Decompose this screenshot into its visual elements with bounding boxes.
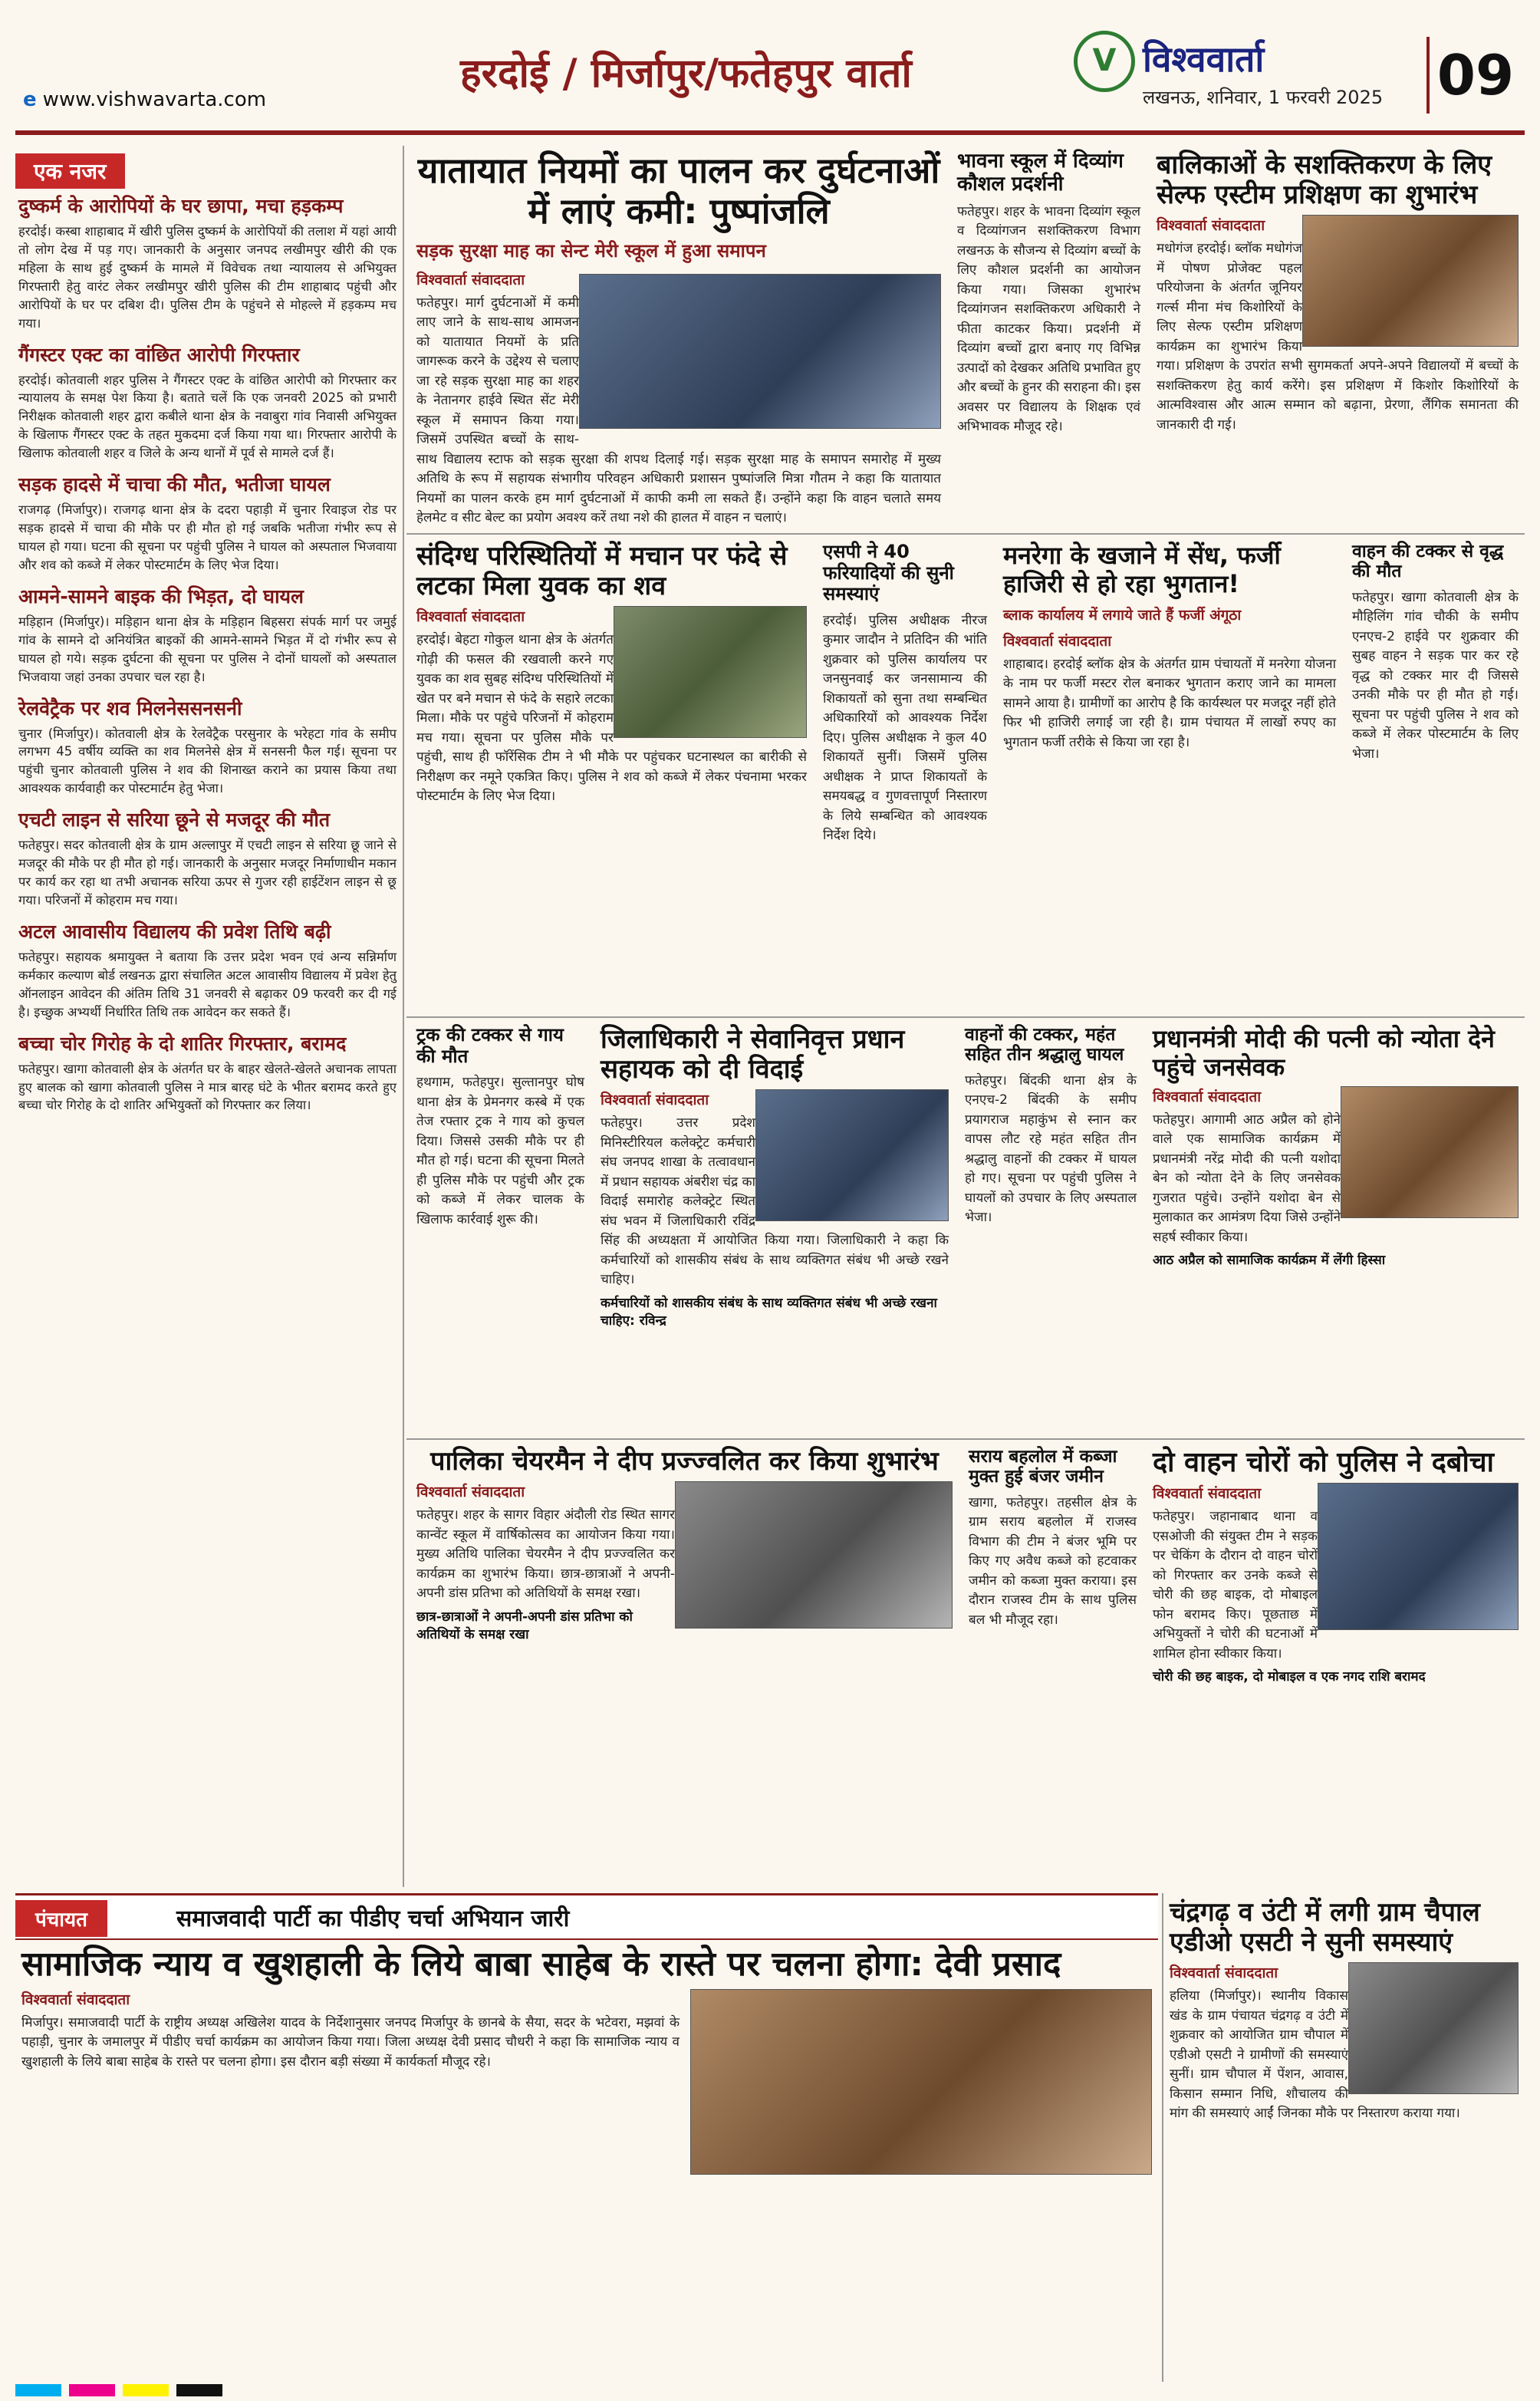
photo-caption: चोरी की छह बाइक, दो मोबाइल व एक नगद राशि बरामद — [1153, 1669, 1426, 1685]
story-byline: विश्ववार्ता संवाददाता — [21, 1991, 130, 2008]
brief-title: आमने-सामने बाइक की भिड़त, दो घायल — [18, 585, 304, 608]
story-byline: विश्ववार्ता संवाददाता — [1157, 217, 1265, 235]
story-headline: भावना स्कूल में दिव्यांग कौशल प्रदर्शनी — [957, 150, 1124, 196]
registration-mark — [123, 2384, 169, 2396]
registration-mark — [69, 2384, 115, 2396]
brief-title: सड़क हादसे में चाचा की मौत, भतीजा घायल — [18, 473, 331, 496]
story-body: फतेहपुर। शहर के सागर विहार अंदौली रोड स्थित सागर कान्वेंट स्कूल में वार्षिकोत्सव का आयोजन किया गया। मुख्य अतिथि पालिका चेयरमैन ने दीप प्रज्ज्वलित कर कार्यक्रम का शुभारंभ किया। छात्र-छात्राओं ने अपनी-अपनी डांस प्रतिभा को अतिथियों के समक्ष रखा। — [416, 1507, 675, 1602]
story-subheadline: ब्लाक कार्यालय में लगाये जाते हैं फर्जी अंगूठा — [1003, 606, 1242, 624]
story-photo — [1348, 1962, 1519, 2094]
briefs-tag: एक नजर — [15, 153, 125, 189]
brief-title: गैंगस्टर एक्ट का वांछित आरोपी गिरफ्तार — [18, 343, 300, 366]
brief-item — [18, 195, 397, 333]
story-body: खागा, फतेहपुर। तहसील क्षेत्र के ग्राम सराय बहलोल में राजस्व विभाग की टीम ने बंजर भूमि पर किए गए अवैध कब्जे को हटवाकर जमीन को कब्जा मुक्त कराया। इस दौरान राजस्व टीम के साथ पुलिस बल भी मौजूद रहा। — [969, 1494, 1137, 1628]
brief-item — [18, 344, 397, 463]
brief-title: बच्चा चोर गिरोह के दो शातिर गिरफ्तार, बरामद — [18, 1032, 347, 1055]
brief-text: राजगढ़ (मिर्जापुर)। राजगढ़ थाना क्षेत्र के ददरा पहाड़ी में चुनार रिवाइज रोड पर सड़क हादसे में चाचा की मौके पर ही मौत हो गई जबकि भतीजा गंभीर रूप से घायल हो गया। घटना की सूचना पर पहुंची पुलिस ने घायल को अस्पताल भिजवाया और शव को कब्जे में लेकर पोस्टमार्टम के लिए भेज दिया। — [18, 502, 397, 572]
story-headline: वाहन की टक्कर से वृद्ध की मौत — [1352, 542, 1504, 582]
story-photo — [675, 1481, 953, 1629]
story-byline: विश्ववार्ता संवाददाता — [416, 608, 525, 626]
story-vahan — [1346, 537, 1525, 1013]
story-headline: मनरेगा के खजाने में सेंध, फर्जी हाजिरी से हो रहा भुगतान! — [1003, 541, 1281, 598]
briefs-column — [15, 146, 404, 1887]
story-body: हरदोई। बेहटा गोकुल थाना क्षेत्र के अंतर्गत गोढ़ी की फसल की रखवाली करने गए युवक का शव सुबह संदिग्ध परिस्थितियों में खेत पर बने मचान से फंदे के सहारे लटका मिला। मौके पर पहुंचे परिजनों में कोहराम मच गया। सूचना पर पुलिस मौके पर पहुंची, साथ ही फॉरेंसिक टीम ने भी मौके पर पहुंचकर घटनास्थल का बारीकी से निरीक्षण कर नमूने एकत्रित किए। पुलिस ने शव को कब्जे में लेकर पंचनामा भरकर पोस्टमार्टम के लिए भेज दिया। — [416, 632, 807, 805]
story-body: फतेहपुर। बिंदकी थाना क्षेत्र के एनएच-2 बिंदकी के समीप प्रयागराज महाकुंभ से स्नान कर वापस लौट रहे महंत सहित तीन श्रद्धालु वाहनों की टक्कर में घायल हो गए। सूचना पर पहुंची पुलिस ने घायलों को उपचार के लिए अस्पताल भेजा। — [965, 1072, 1137, 1226]
brief-text: मड़िहान (मिर्जापुर)। मड़िहान थाना क्षेत्र के मड़िहान बिहसरा संपर्क मार्ग पर जमुई गांव के सामने दो अनियंत्रित बाइकों की आमने-सामने भिड़त में दो गंभीर रूप से घायल हो गये। सड़क दुर्घटना की सूचना पर पुलिस ने दोनों घायलों को अस्पताल भिजवाया जहां उनका उपचार चल रहा है। — [18, 614, 397, 684]
brief-title: रेलवेट्रैक पर शव मिलनेससनसनी — [18, 697, 242, 720]
story-headline: सराय बहलोल में कब्जा मुक्त हुई बंजर जमीन — [969, 1447, 1117, 1487]
story-headline: यातायात नियमों का पालन कर दुर्घटनाओं में लाएं कमी: पुष्पांजलि — [417, 150, 940, 232]
story-machan — [410, 537, 813, 1013]
story-photo — [579, 274, 941, 429]
story-palika — [410, 1442, 959, 1887]
story-headline: संदिग्ध परिस्थितियों में मचान पर फंदे से लटका मिला युवक का शव — [416, 541, 788, 602]
story-chaupal — [1162, 1893, 1525, 2382]
brief-item — [18, 1033, 397, 1115]
story-body: हलिया (मिर्जापुर)। स्थानीय विकास खंड के ग्राम पंचायत चंद्रगढ़ व उंटी में शुक्रवार को आयोजित ग्राम चौपाल में एडीओ एसटी ने ग्रामीणों की समस्याएं सुनीं। ग्राम चौपाल में पेंशन, आवास, किसान सम्मान निधि, शौचालय की मांग की समस्याएं आईं जिनका मौके पर निस्तारण कराया गया। — [1170, 1988, 1460, 2122]
site-url[interactable] — [23, 88, 266, 111]
story-body: फतेहपुर। जहानाबाद थाना व एसओजी की संयुक्त टीम ने सड़क पर चेकिंग के दौरान दो वाहन चोरों को गिरफ्तार कर उनके कब्जे से चोरी की छह बाइक, दो मोबाइल फोन बरामद किए। पूछताछ में अभियुक्तों ने चोरी की घटनाओं में शामिल होना स्वीकार किया। — [1153, 1509, 1318, 1662]
story-byline: विश्ववार्ता संवाददाता — [1003, 632, 1112, 650]
brief-item — [18, 473, 397, 575]
story-byline: विश्ववार्ता संवाददाता — [1170, 1965, 1278, 1982]
story-sp40 — [817, 537, 993, 1013]
dateline: लखनऊ, शनिवार, 1 फरवरी 2025 — [1143, 87, 1384, 108]
story-vidai — [594, 1020, 955, 1434]
story-headline: पालिका चेयरमैन ने दीप प्रज्ज्वलित कर किया शुभारंभ — [430, 1446, 939, 1477]
story-modi — [1147, 1020, 1525, 1434]
brief-item — [18, 697, 397, 799]
story-headline: वाहनों की टक्कर, महंत सहित तीन श्रद्धालु घायल — [965, 1025, 1124, 1065]
story-photo — [755, 1089, 949, 1221]
story-body: मिर्जापुर। समाजवादी पार्टी के राष्ट्रीय अध्यक्ष अखिलेश यादव के निर्देशानुसार जनपद मिर्जापुर के छानबे के सैया, सदर के भटेवरा, मझवां के पहाड़ी, चुनार के जमालपुर में पीडीए चर्चा कार्यक्रम का आयोजन किया गया। जिला अध्यक्ष देवी प्रसाद चौधरी ने कहा कि सामाजिक न्याय व खुशहाली के लिये बाबा साहेब के रास्ते पर चलना होगा। इस दौरान बड़ी संख्या में कार्यकर्ता मौजूद रहे। — [21, 2014, 680, 2070]
story-body: फतेहपुर। खागा कोतवाली क्षेत्र के मौहिलिंग गांव चौकी के समीप एनएच-2 हाईवे पर शुक्रवार की सुबह वाहन ने सड़क पार कर रहे वृद्ध को टक्कर मार दी जिससे उनकी मौके पर ही मौत हो गई। सूचना पर पहुंची पुलिस ने शव को कब्जे में लेकर पोस्टमार्टम के लिए भेजा। — [1352, 589, 1519, 762]
story-byline: विश्ववार्ता संवाददाता — [1153, 1485, 1262, 1503]
photo-caption: आठ अप्रैल को सामाजिक कार्यक्रम में लेंगी हिस्सा — [1153, 1253, 1386, 1269]
header-rule — [15, 130, 1525, 135]
story-truck — [410, 1020, 591, 1434]
story-mahant — [959, 1020, 1143, 1434]
story-headline: जिलाधिकारी ने सेवानिवृत्त प्रधान सहायक को दी विदाई — [601, 1024, 905, 1085]
story-subheadline: सड़क सुरक्षा माह का सेन्ट मेरी स्कूल में हुआ समापन — [416, 239, 766, 262]
story-byline: विश्ववार्ता संवाददाता — [601, 1092, 709, 1109]
brand-logo-icon: V — [1074, 31, 1135, 92]
story-byline: विश्ववार्ता संवाददाता — [416, 1484, 525, 1501]
brief-text: फतेहपुर। खागा कोतवाली क्षेत्र के अंतर्गत घर के बाहर खेलते-खेलते अचानक लापता हुए बालक को खागा कोतवाली पुलिस ने मात्र बारह घंटे के भीतर बरामद करते हुए बच्चा चोर गिरोह के दो शातिर अभियुक्तों को गिरफ्तार कर लिया। — [18, 1061, 397, 1113]
story-headline: ट्रक की टक्कर से गाय की मौत — [416, 1024, 564, 1067]
story-byline: विश्ववार्ता संवाददाता — [416, 271, 525, 288]
story-body: हरदोई। पुलिस अधीक्षक नीरज कुमार जादौन ने प्रतिदिन की भांति शुक्रवार को पुलिस कार्यालय पर जनसुनवाई कर जनसामान्य की शिकायतों को सुना तथा सम्बन्धित अधिकारियों को आवश्यक निर्देश दिए। पुलिस अधीक्षक ने कुल 40 शिकायतें सुनीं। जिसमें पुलिस अधीक्षक ने प्राप्त शिकायतों के समयबद्ध व गुणवत्तापूर्ण निस्तारण के लिये सम्बन्धित को आवश्यक निर्देश दिये। — [823, 612, 987, 844]
story-headline: सामाजिक न्याय व खुशहाली के लिये बाबा साहेब के रास्ते पर चलना होगा: देवी प्रसाद — [21, 1945, 1061, 1984]
site-url-text: www.vishwavarta.com — [42, 88, 267, 111]
brief-title: दुष्कर्म के आरोपियों के घर छापा, मचा हड़कम्प — [18, 195, 344, 217]
story-headline: एसपी ने 40 फरियादियों की सुनी समस्याएं — [823, 541, 954, 605]
story-sarai — [962, 1442, 1143, 1887]
brief-text: फतेहपुर। सहायक श्रमायुक्त ने बताया कि उत्तर प्रदेश भवन एवं अन्य सन्निर्माण कर्मकार कल्याण बोर्ड लखनऊ द्वारा संचालित अटल आवासीय विद्यालय में प्रवेश हेतु ऑनलाइन आवेदन की अंतिम तिथि 31 जनवरी से बढ़ाकर 09 फरवरी कर दी गई है। इच्छुक अभ्यर्थी निर्धारित तिथि तक आवेदन कर सकते हैं। — [18, 949, 397, 1019]
story-body: हथगाम, फतेहपुर। सुल्तानपुर घोष थाना क्षेत्र के प्रेमनगर कस्बे में एक तेज रफ्तार ट्रक ने गाय को कुचल दिया। जिससे उसकी मौके पर ही मौत हो गई। घटना की सूचना मिलते ही पुलिस मौके पर पहुंची और ट्रक को कब्जे में लेकर चालक के खिलाफ कार्रवाई शुरू की। — [416, 1075, 584, 1227]
story-byline: विश्ववार्ता संवाददाता — [1153, 1088, 1262, 1105]
brief-item — [18, 585, 397, 687]
page-header — [0, 0, 1540, 146]
story-samajik — [15, 1941, 1158, 2382]
brief-text: चुनार (मिर्जापुर)। कोतवाली क्षेत्र के रेलवेट्रैक परसुनार के भरेहटा गांव के समीप लगभग 45 वर्षीय व्यक्ति का शव मिलनेसे क्षेत्र में सनसनी फैल गई। सूचना पर पहुंची चुनार कोतवाली पुलिस ने शव की शिनाख्त कराने का प्रयास किया तथा आवश्यक कार्यवाही कर पोस्टमार्टम हेतु भेजा। — [18, 726, 397, 796]
registration-mark — [176, 2384, 222, 2396]
story-body: फतेहपुर। उत्तर प्रदेश मिनिस्टीरियल कलेक्ट्रेट कर्मचारी संघ जनपद शाखा के तत्वावधान में प्रधान सहायक अंबरीश चंद्र का विदाई समारोह कलेक्ट्रेट स्थित संघ भवन में जिलाधिकारी रविंद्र सिंह की अध्यक्षता में आयोजित किया गया। जिलाधिकारी ने कहा कि कर्मचारियों को शासकीय संबंध के साथ व्यक्तिगत संबंध भी अच्छे रखने चाहिए। — [601, 1115, 949, 1288]
story-body: फतेहपुर। आगामी आठ अप्रैल को होने वाले एक सामाजिक कार्यक्रम में प्रधानमंत्री नरेंद्र मोदी की पत्नी यशोदा बेन को न्योता देने के लिए जनसेवक गुजरात पहुंचे। उन्होंने यशोदा बेन से मुलाकात कर आमंत्रण दिया जिसे उन्होंने सहर्ष स्वीकार किया। — [1153, 1112, 1341, 1245]
band-kicker: समाजवादी पार्टी का पीडीए चर्चा अभियान जारी — [176, 1905, 570, 1932]
story-photo — [1302, 215, 1519, 347]
browser-icon: e — [23, 88, 37, 111]
divider — [406, 1438, 1525, 1440]
brief-text: फतेहपुर। सदर कोतवाली क्षेत्र के ग्राम अल्लापुर में एचटी लाइन से सरिया छू जाने से मजदूर की मौके पर ही मौत हो गई। जानकारी के अनुसार मजदूर निर्माणाधीन मकान पर कार्य कर रहा था तभी अचानक सरिया ऊपर से गुजर रही हाईटेंशन लाइन से छू गया। परिजनों में कोहराम मच गया। — [18, 838, 397, 907]
page-number: 09 — [1426, 37, 1522, 114]
story-body: शाहाबाद। हरदोई ब्लॉक क्षेत्र के अंतर्गत ग्राम पंचायतों में मनरेगा योजना के नाम पर फर्जी मस्टर रोल बनाकर भुगतान कराए जाने का मामला सामने आया है। ग्रामीणों का आरोप है कि कार्यस्थल पर मजदूर नहीं होते फिर भी हाजिरी लगाई जा रही है। ग्राम पंचायत में लाखों रुपए का भुगतान फर्जी तरीके से किया जा रहा है। — [1003, 656, 1336, 750]
story-headline: बालिकाओं के सशक्तिकरण के लिए सेल्फ एस्टीम प्रशिक्षण का शुभारंभ — [1157, 150, 1492, 211]
story-photo — [1341, 1086, 1519, 1218]
story-body: फतेहपुर। शहर के भावना दिव्यांग स्कूल व दिव्यांगजन सशक्तिकरण विभाग लखनऊ के सौजन्य से दिव्यांग बच्चों के लिए कौशल प्रदर्शनी का आयोजन किया गया। जिसका शुभारंभ दिव्यांगजन सशक्तिकरण अधिकारी ने फीता काटकर किया। प्रदर्शनी में दिव्यांग बच्चों द्वारा बनाए गए विभिन्न उत्पादों को देखकर अतिथि प्रभावित हुए और बच्चों के हुनर की सराहना की। इस अवसर पर विद्यालय के शिक्षक एवं अभिभावक मौजूद रहे। — [957, 203, 1140, 435]
brief-item — [18, 809, 397, 910]
photo-caption: कर्मचारियों को शासकीय संबंध के साथ व्यक्तिगत संबंध भी अच्छे रखना चाहिए: रविन्द्र — [601, 1295, 937, 1329]
story-photo — [690, 1989, 1152, 2175]
story-body: मधोगंज हरदोई। ब्लॉक मधोगंज में पोषण प्रोजेक्ट पहल परियोजना के अंतर्गत जूनियर गर्ल्स मीना मंच किशोरियों के लिए सेल्फ एस्टीम प्रशिक्षण कार्यक्रम का शुभारंभ किया गया। प्रशिक्षण के उपरांत सभी सुगमकर्ता अपने-अपने विद्यालयों में बच्चों के सशक्तिकरण हेतु कार्य करेंगे। इस प्रशिक्षण में किशोर किशोरियों के आत्मविश्वास और आत्म सम्मान को बढ़ाना, प्रेरणा, लैंगिक समानता की जानकारी दी गई। — [1157, 241, 1519, 433]
story-chor — [1147, 1442, 1525, 1887]
story-balika — [1150, 146, 1525, 522]
section-title: हरदोई / मिर्जापुर/फतेहपुर वार्ता — [460, 51, 912, 97]
brief-text: हरदोई। कोतवाली शहर पुलिस ने गैंगस्टर एक्ट के वांछित आरोपी को गिरफ्तार कर न्यायालय के समक्ष पेश किया है। बताते चलें कि एक जनवरी 2025 को प्रभारी निरीक्षक कोतवाली शहर द्वारा कबीले थाना क्षेत्र के नवाबुरा गांव निवासी अभियुक्त के खिलाफ गैंगस्टर एक्ट के तहत मुकदमा दर्ज किया गया था। गिरफ्तार आरोपी के खिलाफ कोतवाली शहर व जिले के अन्य थानों में पूर्व से मामले दर्ज हैं। — [18, 372, 397, 461]
section-band — [15, 1893, 1158, 1940]
story-bhawna — [951, 146, 1147, 529]
story-traffic — [410, 146, 947, 529]
story-manrega — [997, 537, 1342, 1013]
story-headline: प्रधानमंत्री मोदी की पत्नी को न्योता देने पहुंचे जनसेवक — [1153, 1024, 1495, 1082]
story-body: फतेहपुर। मार्ग दुर्घटनाओं में कमी लाए जाने के साथ-साथ आमजन को यातायात नियमों के प्रति जागरूक करने के उद्देश्य से चलाए जा रहे सड़क सुरक्षा माह का शहर के नेतानगर हाईवे स्थित सेंट मेरी स्कूल में समापन किया गया। जिसमें उपस्थित बच्चों के साथ-साथ विद्यालय स्टाफ को सड़क सुरक्षा की शपथ दिलाई गई। सड़क सुरक्षा माह के समापन समारोह में मुख्य अतिथि के रूप में सहायक संभागीय परिवहन अधिकारी प्रशासन पुष्पांजलि मित्रा गौतम ने कहा कि यातायात नियमों का पालन करके हम मार्ग दुर्घटनाओं में काफी कमी ला सकते हैं। उन्होंने कहा कि वाहन चलाते समय हेलमेट व सीट बेल्ट का प्रयोग अवश्य करें तथा नशे की हालत में वाहन न चलाएं। — [416, 295, 941, 526]
brand-name: विश्ववार्ता — [1143, 38, 1265, 80]
divider — [406, 1016, 1525, 1018]
brief-item — [18, 921, 397, 1022]
brief-text: हरदोई। कस्बा शाहाबाद में खीरी पुलिस दुष्कर्म के आरोपियों की तलाश में यहां आयी तो लोग देख में पड़ गए। जानकारी के अनुसार जनपद लखीमपुर खीरी की एक महिला के साथ हुई दुष्कर्म के मामले में विवेचक तथा न्यायालय से अभियुक्त गिरफ्तारी हेतु वारंट लेकर लखीमपुर खीरी पुलिस की टीम शाहाबाद पहुंची और आरोपियों के घर पर दबिश दी। पुलिस टीम के पहुंचने से मोहल्ले में हड़कम्प मच गया। — [18, 224, 397, 331]
brief-title: अटल आवासीय विद्यालय की प्रवेश तिथि बढ़ी — [18, 920, 331, 943]
brief-title: एचटी लाइन से सरिया छूने से मजदूर की मौत — [18, 809, 331, 832]
story-photo — [614, 606, 807, 738]
story-headline: चंद्रगढ़ व उंटी में लगी ग्राम चैपाल एडीओ एसटी ने सुनी समस्याएं — [1170, 1897, 1480, 1958]
story-photo — [1318, 1483, 1519, 1630]
band-tag: पंचायत — [15, 1900, 107, 1937]
photo-caption: छात्र-छात्राओं ने अपनी-अपनी डांस प्रतिभा को अतिथियों के समक्ष रखा — [416, 1609, 633, 1642]
divider — [406, 533, 1525, 535]
registration-mark — [15, 2384, 61, 2396]
story-headline: दो वाहन चोरों को पुलिस ने दबोचा — [1153, 1447, 1494, 1478]
